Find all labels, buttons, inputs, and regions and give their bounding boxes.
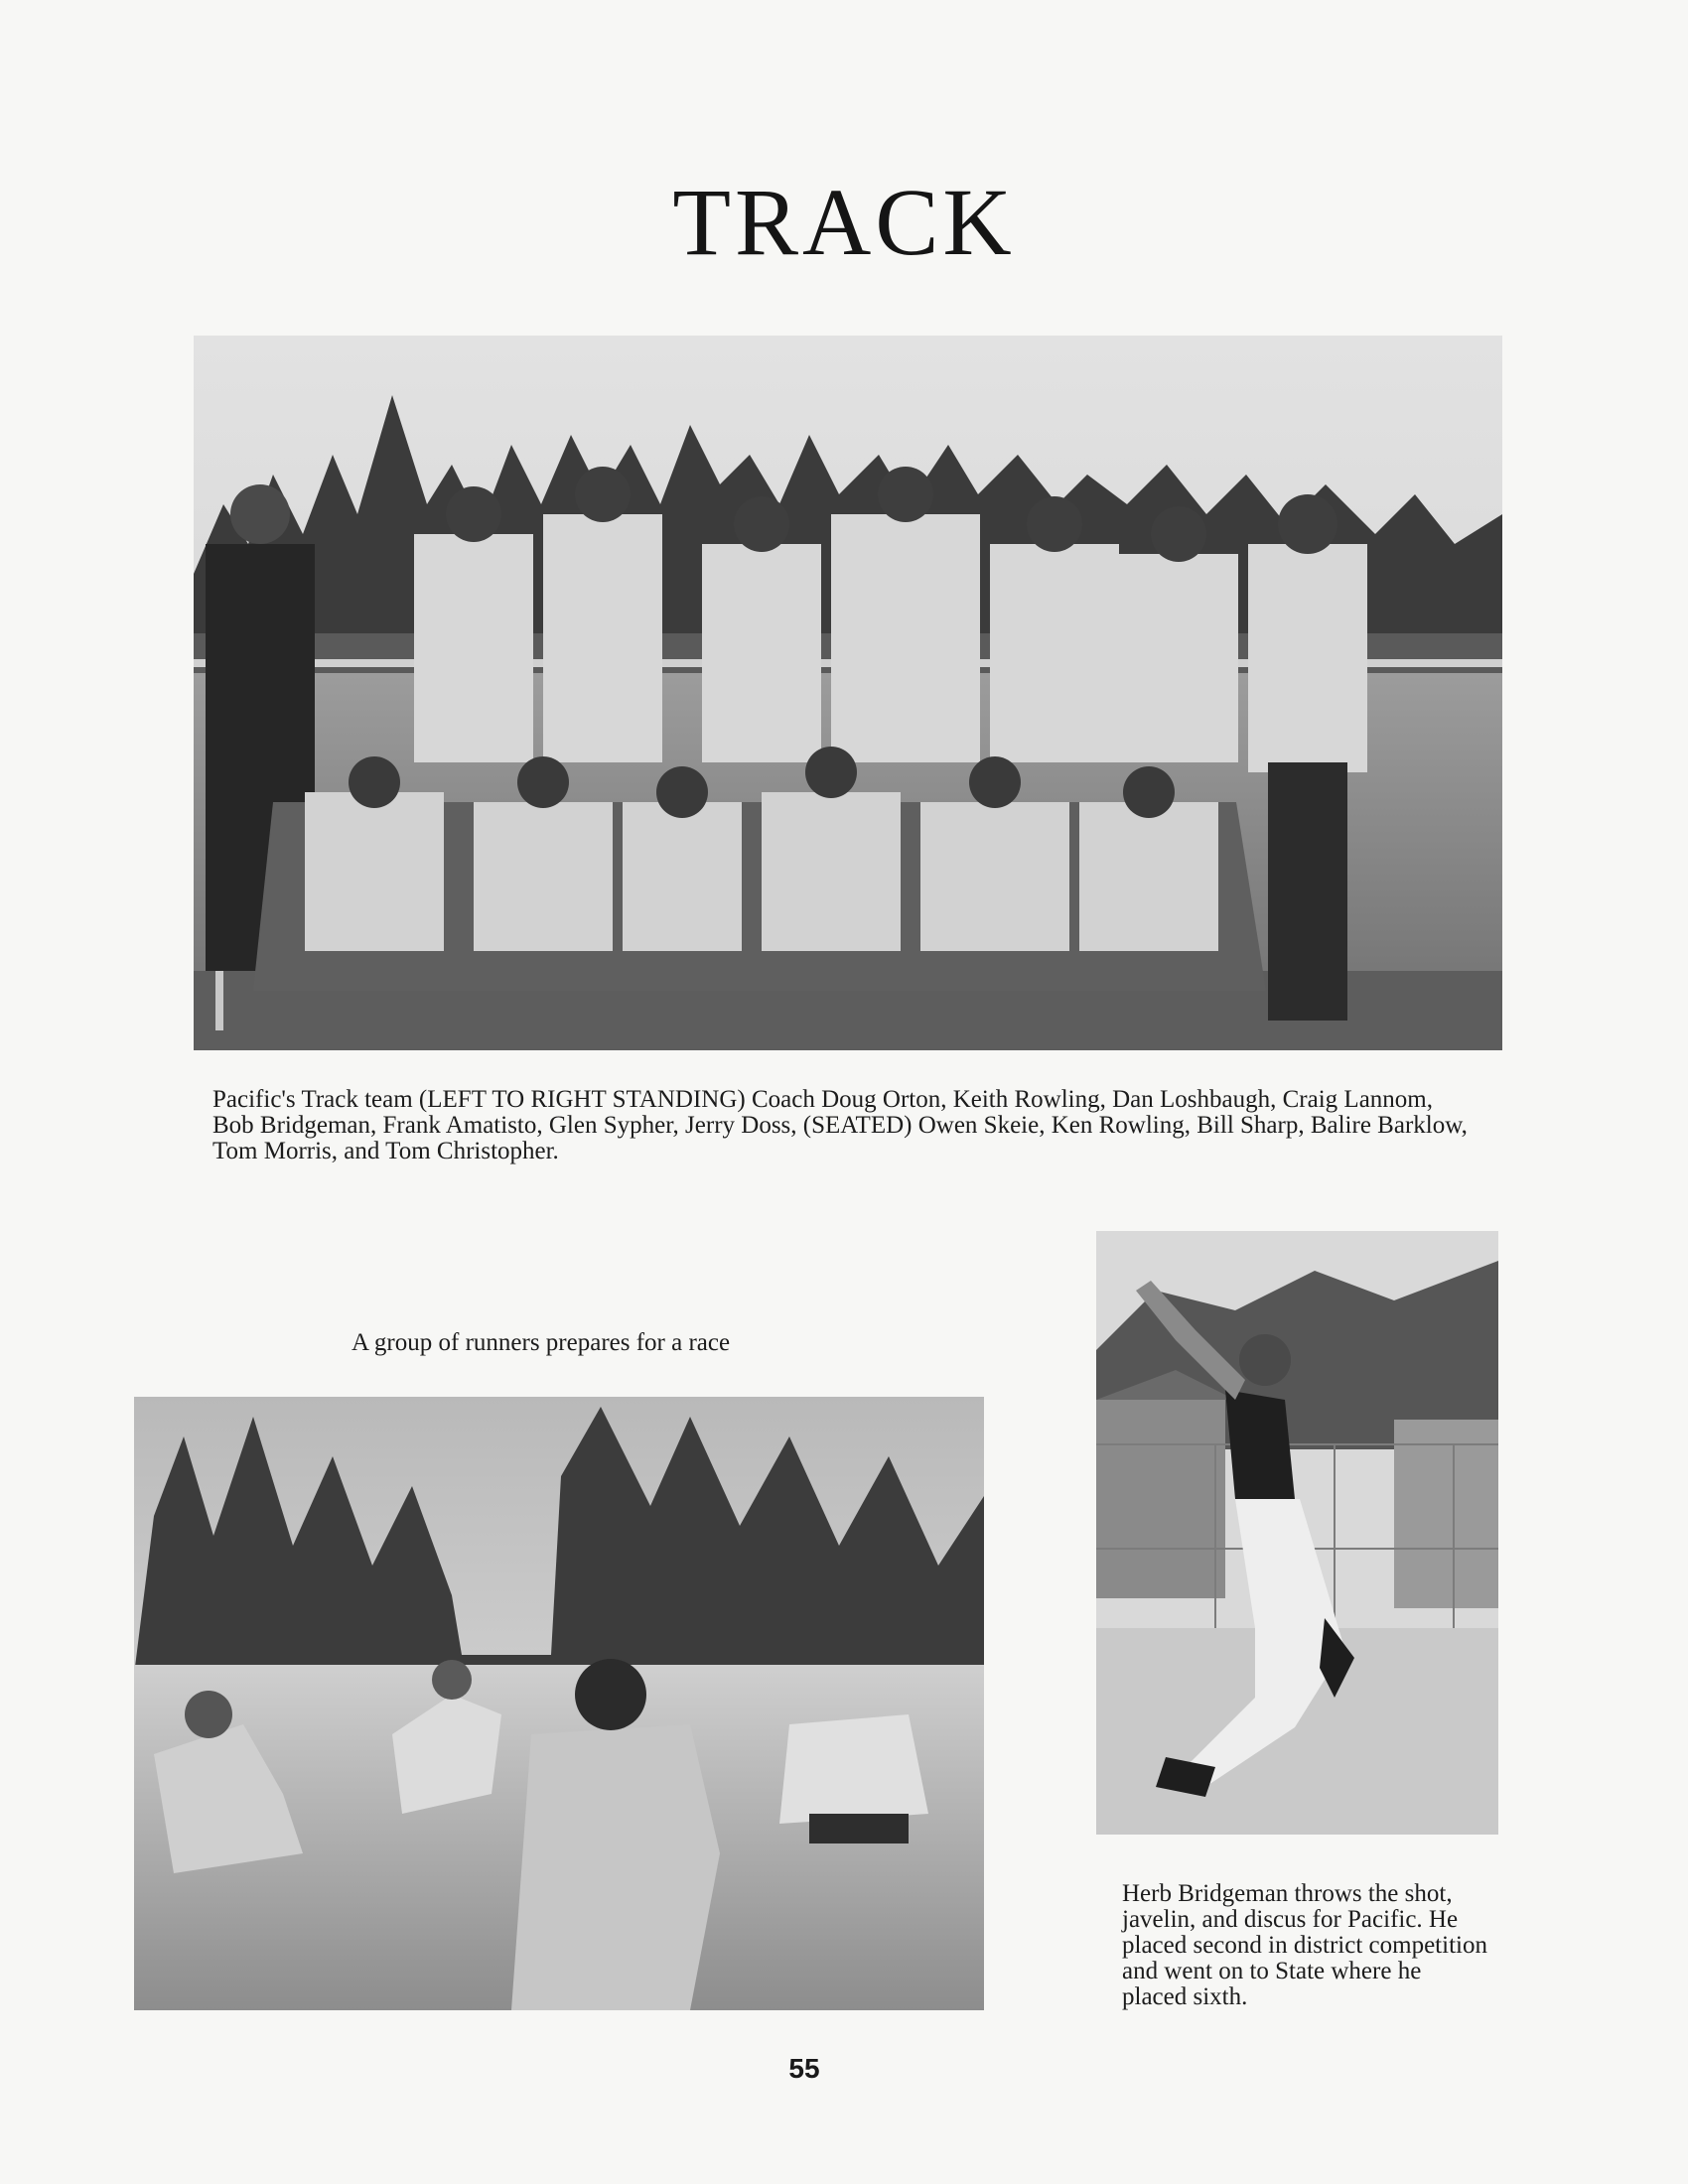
page-number: 55 — [788, 2053, 820, 2084]
thrower-photo — [1096, 1231, 1498, 1835]
page-title: TRACK — [672, 169, 1016, 275]
team-photo — [194, 336, 1502, 1050]
runners-photo — [134, 1397, 984, 2010]
runners-photo-caption: A group of runners prepares for a race — [352, 1329, 731, 1356]
team-photo-caption: Pacific's Track team (LEFT TO RIGHT STANDING) Coach Doug Orton, Keith Rowling, Dan Loshbaugh, Craig Lannom, Bob Bridgeman, Frank Amatisto, Glen Sypher, Jerry Doss, (SEATED) Owen Skeie, Ken Rowling, Bill Sharp, Balire Barklow, Tom Morris, and Tom Christopher. — [212, 1086, 1468, 1164]
thrower-photo-caption: Herb Bridgeman throws the shot, javelin, and discus for Pacific. He placed second in district competition and went on to State where he placed sixth. — [1122, 1880, 1487, 2010]
